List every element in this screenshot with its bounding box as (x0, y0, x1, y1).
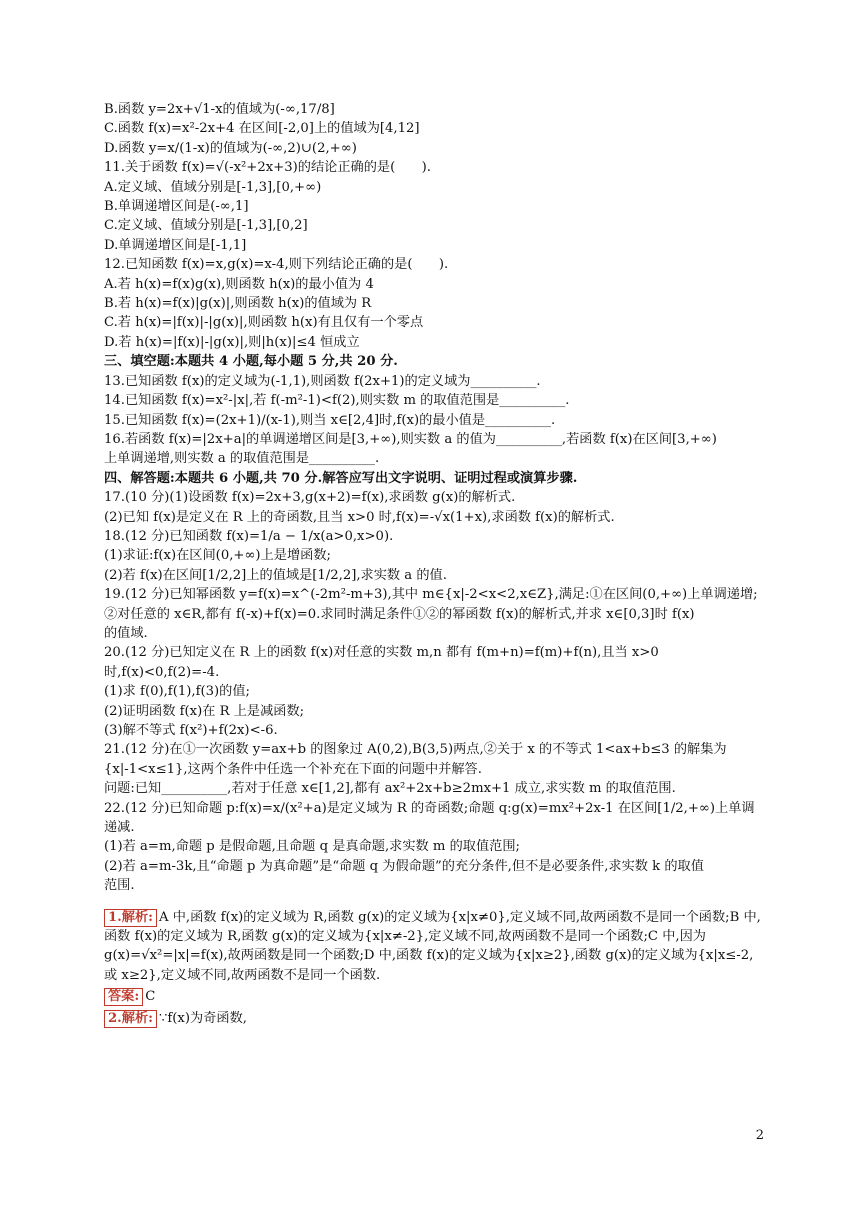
question-block-10-12 (104, 100, 764, 352)
question-line: B.函数 y=2x+√1-x的值域为(-∞,17/8] (104, 102, 335, 117)
question-line: 时,f(x)<0,f(2)=-4. (104, 664, 220, 680)
solution-2-tag: 2.解析: (104, 1010, 157, 1028)
solution-2-text: ∵f(x)为奇函数, (159, 1010, 247, 1026)
question-line: 14.已知函数 f(x)=x²-|x|,若 f(-m²-1)<f(2),则实数 m 的取值范围是__________. (104, 393, 570, 409)
question-line: 16.若函数 f(x)=|2x+a|的单调递增区间是[3,+∞),则实数 a 的值为__________,若函数 f(x)在区间[3,+∞) (104, 431, 717, 447)
question-line: C.若 h(x)=|f(x)|-|g(x)|,则函数 h(x)有且仅有一个零点 (104, 315, 424, 331)
question-line: 12.已知函数 f(x)=x,g(x)=x-4,则下列结论正确的是( ). (104, 257, 449, 273)
question-line: 18.(12 分)已知函数 f(x)=1/a − 1/x(a>0,x>0). (104, 528, 394, 544)
question-line: (2)若 a=m-3k,且“命题 p 为真命题”是“命题 q 为假命题”的充分条件,但不是必要条件,求实数 k 的取值 (104, 858, 704, 874)
question-line: ②对任意的 x∈R,都有 f(-x)+f(x)=0.求同时满足条件①②的幂函数 f(x)的解析式,并求 x∈[0,3]时 f(x) (104, 606, 695, 622)
question-line: 21.(12 分)在①一次函数 y=ax+b 的图象过 A(0,2),B(3,5)两点,②关于 x 的不等式 1<ax+b≤3 的解集为 (104, 742, 727, 758)
question-line: 13.已知函数 f(x)的定义域为(-1,1),则函数 f(2x+1)的定义域为__________. (104, 373, 541, 389)
question-line: D.单调递增区间是[-1,1] (104, 237, 247, 253)
solution-1-tag: 1.解析: (104, 909, 157, 927)
solution-1-text: A 中,函数 f(x)的定义域为 R,函数 g(x)的定义域为{x|x≠0},定义域不同,故两函数不是同一个函数;B 中,函数 f(x)的定义域为 R,函数 g(x)的定义域为{x|x≠-2},定义域不同,故两函数不是同一个函数;C 中,因为 g(x)=√x²=|x|=f(x),故两函数是同一个函数;D 中,函数 f(x)的定义域为{x|x≥2},函数 g(x)的定义域为{x|x≤-2,或 x≥2},定义域不同,故两函数不是同一个函数. (104, 909, 761, 983)
question-line: D.若 h(x)=|f(x)|-|g(x)|,则|h(x)|≤4 恒成立 (104, 334, 360, 350)
question-line: A.定义域、值域分别是[-1,3],[0,+∞) (104, 179, 322, 195)
page-number: 2 (755, 1128, 764, 1143)
question-line: (1)求证:f(x)在区间(0,+∞)上是增函数; (104, 548, 331, 564)
question-line: 22.(12 分)已知命题 p:f(x)=x/(x²+a)是定义域为 R 的奇函数;命题 q:g(x)=mx²+2x-1 在区间[1/2,+∞)上单调 (104, 800, 755, 816)
spacer (104, 896, 764, 906)
question-line: 范围. (104, 878, 135, 894)
question-line: C.函数 f(x)=x²-2x+4 在区间[-2,0]上的值域为[4,12] (104, 121, 420, 137)
question-line: B.若 h(x)=f(x)|g(x)|,则函数 h(x)的值域为 R (104, 296, 372, 312)
question-line: 上单调递增,则实数 a 的取值范围是__________. (104, 451, 380, 467)
question-block-17-22 (104, 488, 764, 896)
question-line: 20.(12 分)已知定义在 R 上的函数 f(x)对任意的实数 m,n 都有 f(m+n)=f(m)+f(n),且当 x>0 (104, 645, 659, 661)
answer-1 (104, 987, 764, 1006)
question-line: A.若 h(x)=f(x)g(x),则函数 h(x)的最小值为 4 (104, 276, 374, 292)
question-line: (1)求 f(0),f(1),f(3)的值; (104, 684, 250, 700)
question-line: (2)已知 f(x)是定义在 R 上的奇函数,且当 x>0 时,f(x)=-√x(1+x),求函数 f(x)的解析式. (104, 509, 615, 525)
question-line: C.定义域、值域分别是[-1,3],[0,2] (104, 218, 308, 234)
solution-2 (104, 1009, 764, 1028)
answer-1-tag: 答案: (104, 988, 143, 1006)
question-line: B.单调递增区间是(-∞,1] (104, 199, 249, 215)
question-line: {x|-1<x≤1},这两个条件中任选一个补充在下面的问题中并解答. (104, 761, 482, 777)
question-line: (2)证明函数 f(x)在 R 上是减函数; (104, 703, 305, 719)
question-line: 问题:已知__________,若对于任意 x∈[1,2],都有 ax²+2x+b≥2mx+1 成立,求实数 m 的取值范围. (104, 781, 676, 797)
page-content (104, 100, 764, 1028)
question-line: 15.已知函数 f(x)=(2x+1)/(x-1),则当 x∈[2,4]时,f(x)的最小值是__________. (104, 412, 556, 428)
section-4-heading: 四、解答题:本题共 6 小题,共 70 分.解答应写出文字说明、证明过程或演算步骤. (104, 470, 578, 486)
question-line: 11.关于函数 f(x)=√(-x²+2x+3)的结论正确的是( ). (104, 160, 431, 176)
question-line: (3)解不等式 f(x²)+f(2x)<-6. (104, 723, 278, 738)
question-line: (2)若 f(x)在区间[1/2,2]上的值域是[1/2,2],求实数 a 的值. (104, 567, 447, 583)
question-line: 19.(12 分)已知幂函数 y=f(x)=x^(-2m²-m+3),其中 m∈{x|-2<x<2,x∈Z},满足:①在区间(0,+∞)上单调递增; (104, 587, 758, 603)
question-line: (1)若 a=m,命题 p 是假命题,且命题 q 是真命题,求实数 m 的取值范围; (104, 839, 520, 855)
question-block-13-16 (104, 372, 764, 469)
solution-1 (104, 908, 764, 986)
question-line: 的值域. (104, 625, 148, 641)
answer-1-text: C (145, 989, 156, 1005)
section-3-heading: 三、填空题:本题共 4 小题,每小题 5 分,共 20 分. (104, 354, 398, 370)
question-line: D.函数 y=x/(1-x)的值域为(-∞,2)∪(2,+∞) (104, 140, 357, 156)
question-line: 17.(10 分)(1)设函数 f(x)=2x+3,g(x+2)=f(x),求函数 g(x)的解析式. (104, 490, 516, 506)
question-line: 递减. (104, 820, 135, 836)
